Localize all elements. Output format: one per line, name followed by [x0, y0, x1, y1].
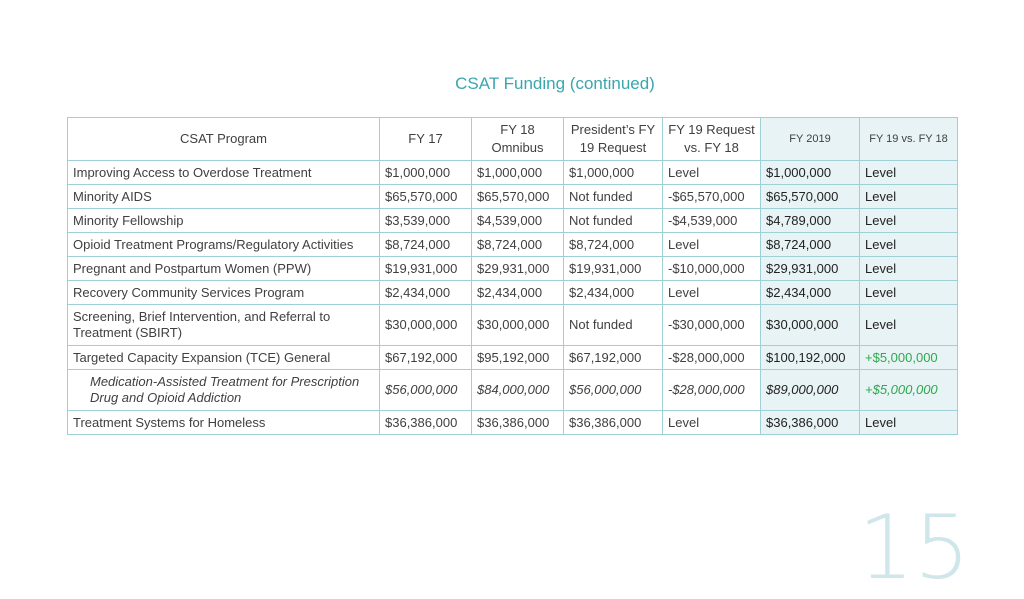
cell-diff: -$10,000,000	[663, 257, 761, 281]
cell-request: $36,386,000	[564, 411, 663, 435]
cell-fy18: $29,931,000	[472, 257, 564, 281]
table-row	[68, 209, 958, 233]
cell-fy17: $1,000,000	[380, 161, 472, 185]
cell-fy2019: $2,434,000	[761, 281, 860, 305]
header-president-request: President’s FY 19 Request	[564, 118, 663, 161]
header-fy18-omnibus: FY 18 Omnibus	[472, 118, 564, 161]
header-fy2019: FY 2019	[761, 118, 860, 161]
cell-fy2019: $36,386,000	[761, 411, 860, 435]
cell-program: Targeted Capacity Expansion (TCE) General	[68, 346, 380, 370]
table-row	[68, 411, 958, 435]
cell-fy18: $30,000,000	[472, 305, 564, 346]
table-row	[68, 185, 958, 209]
cell-diff: Level	[663, 411, 761, 435]
cell-diff: Level	[663, 161, 761, 185]
cell-fy19-vs-fy18: Level	[860, 305, 958, 346]
cell-diff: Level	[663, 233, 761, 257]
cell-fy17: $30,000,000	[380, 305, 472, 346]
cell-program: Minority Fellowship	[68, 209, 380, 233]
cell-program: Opioid Treatment Programs/Regulatory Activities	[68, 233, 380, 257]
cell-fy19-vs-fy18: +$5,000,000	[860, 370, 958, 411]
header-program: CSAT Program	[68, 118, 380, 161]
cell-request: Not funded	[564, 185, 663, 209]
cell-fy17: $67,192,000	[380, 346, 472, 370]
cell-program: Pregnant and Postpartum Women (PPW)	[68, 257, 380, 281]
cell-fy19-vs-fy18: Level	[860, 161, 958, 185]
cell-fy17: $8,724,000	[380, 233, 472, 257]
cell-fy18: $36,386,000	[472, 411, 564, 435]
cell-fy19-vs-fy18: Level	[860, 257, 958, 281]
cell-program: Screening, Brief Intervention, and Referral to Treatment (SBIRT)	[68, 305, 380, 346]
cell-fy19-vs-fy18: Level	[860, 281, 958, 305]
cell-diff: -$4,539,000	[663, 209, 761, 233]
cell-fy18: $95,192,000	[472, 346, 564, 370]
cell-program-sub: Medication-Assisted Treatment for Prescription Drug and Opioid Addiction	[68, 370, 380, 411]
cell-fy17: $56,000,000	[380, 370, 472, 411]
cell-fy17: $19,931,000	[380, 257, 472, 281]
table-row	[68, 233, 958, 257]
cell-request: $2,434,000	[564, 281, 663, 305]
cell-fy2019: $100,192,000	[761, 346, 860, 370]
cell-diff: -$30,000,000	[663, 305, 761, 346]
cell-fy19-vs-fy18: +$5,000,000	[860, 346, 958, 370]
cell-request: $19,931,000	[564, 257, 663, 281]
table-row	[68, 281, 958, 305]
cell-fy2019: $4,789,000	[761, 209, 860, 233]
cell-fy17: $3,539,000	[380, 209, 472, 233]
cell-fy18: $84,000,000	[472, 370, 564, 411]
header-fy17: FY 17	[380, 118, 472, 161]
cell-request: $56,000,000	[564, 370, 663, 411]
cell-program: Treatment Systems for Homeless	[68, 411, 380, 435]
cell-fy18: $1,000,000	[472, 161, 564, 185]
funding-table	[67, 117, 958, 435]
cell-program: Minority AIDS	[68, 185, 380, 209]
table-row	[68, 257, 958, 281]
cell-fy2019: $89,000,000	[761, 370, 860, 411]
cell-diff: Level	[663, 281, 761, 305]
cell-fy19-vs-fy18: Level	[860, 209, 958, 233]
cell-program: Recovery Community Services Program	[68, 281, 380, 305]
table-row	[68, 346, 958, 370]
cell-fy18: $4,539,000	[472, 209, 564, 233]
cell-fy2019: $30,000,000	[761, 305, 860, 346]
cell-fy2019: $8,724,000	[761, 233, 860, 257]
cell-fy2019: $29,931,000	[761, 257, 860, 281]
cell-diff: -$28,000,000	[663, 370, 761, 411]
cell-fy19-vs-fy18: Level	[860, 411, 958, 435]
table-row	[68, 370, 958, 411]
header-request-vs-fy18: FY 19 Request vs. FY 18	[663, 118, 761, 161]
cell-program: Improving Access to Overdose Treatment	[68, 161, 380, 185]
cell-fy17: $2,434,000	[380, 281, 472, 305]
cell-request: $67,192,000	[564, 346, 663, 370]
page-number: 15	[858, 496, 970, 599]
cell-request: Not funded	[564, 209, 663, 233]
cell-request: Not funded	[564, 305, 663, 346]
cell-fy2019: $65,570,000	[761, 185, 860, 209]
slide-title: CSAT Funding (continued)	[455, 74, 655, 93]
cell-fy19-vs-fy18: Level	[860, 185, 958, 209]
cell-request: $1,000,000	[564, 161, 663, 185]
table-row	[68, 305, 958, 346]
cell-fy19-vs-fy18: Level	[860, 233, 958, 257]
header-fy19-vs-fy18: FY 19 vs. FY 18	[860, 118, 958, 161]
table-header-row	[68, 118, 958, 161]
cell-diff: -$28,000,000	[663, 346, 761, 370]
cell-fy17: $36,386,000	[380, 411, 472, 435]
cell-fy18: $2,434,000	[472, 281, 564, 305]
cell-request: $8,724,000	[564, 233, 663, 257]
cell-fy18: $65,570,000	[472, 185, 564, 209]
cell-fy2019: $1,000,000	[761, 161, 860, 185]
cell-fy17: $65,570,000	[380, 185, 472, 209]
cell-diff: -$65,570,000	[663, 185, 761, 209]
cell-fy18: $8,724,000	[472, 233, 564, 257]
table-row	[68, 161, 958, 185]
